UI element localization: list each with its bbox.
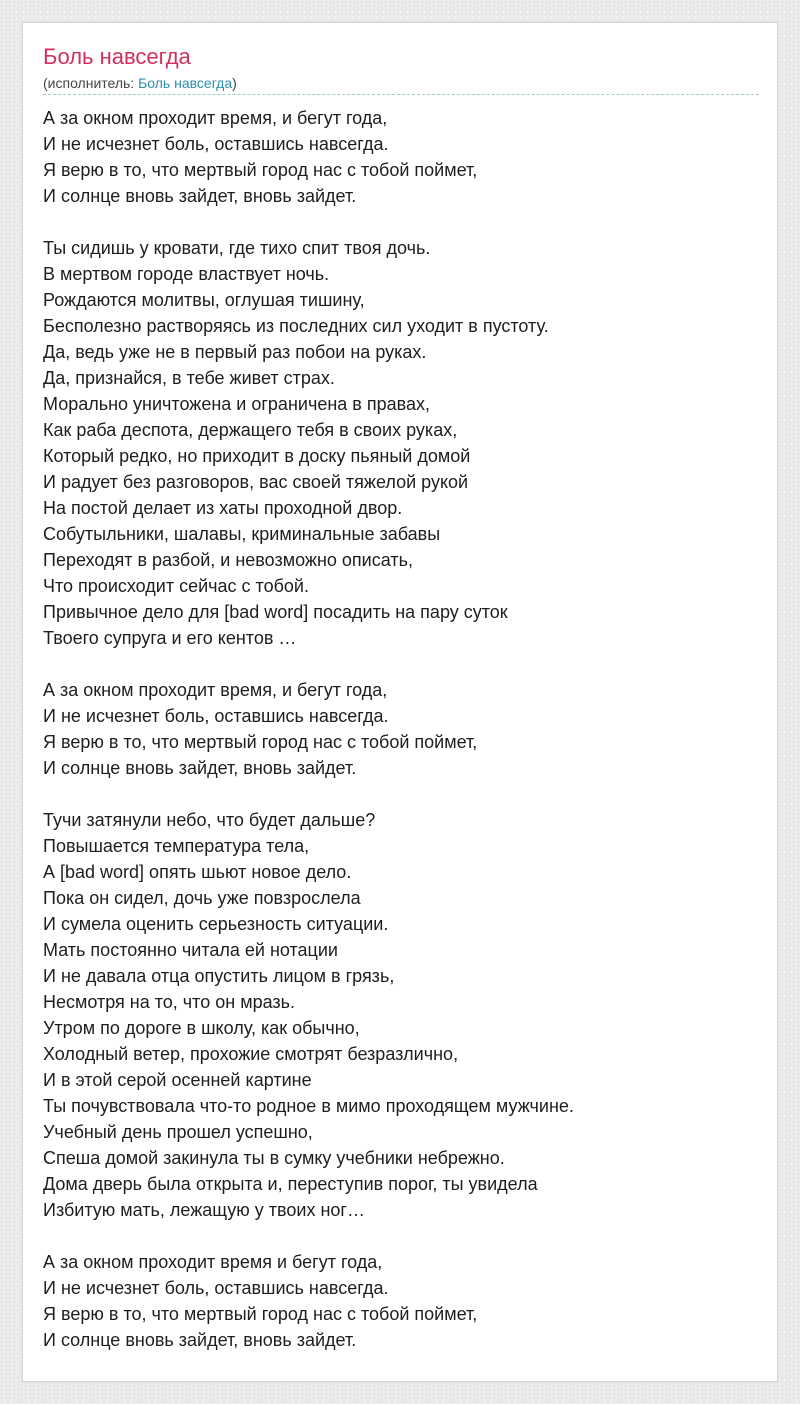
lyric-line: Бесполезно растворяясь из последних сил уходит в пустоту.	[43, 316, 549, 336]
title-divider	[43, 94, 759, 95]
lyric-line: Я верю в то, что мертвый город нас с тобой поймет,	[43, 732, 478, 752]
lyric-line: Холодный ветер, прохожие смотрят безразлично,	[43, 1044, 459, 1064]
lyric-line: Переходят в разбой, и невозможно описать,	[43, 550, 413, 570]
lyric-line: И солнце вновь зайдет, вновь зайдет.	[43, 1330, 357, 1350]
lyric-line: И не давала отца опустить лицом в грязь,	[43, 966, 395, 986]
lyric-line: Да, признайся, в тебе живет страх.	[43, 368, 335, 388]
artist-link[interactable]: Боль навсегда	[138, 75, 233, 91]
meta-close-paren: )	[232, 75, 237, 91]
lyric-line: А за окном проходит время, и бегут года,	[43, 680, 388, 700]
stanza-gap	[43, 1223, 759, 1249]
lyric-line: Ты сидишь у кровати, где тихо спит твоя дочь.	[43, 238, 431, 258]
lyric-line: Избитую мать, лежащую у твоих ног…	[43, 1200, 365, 1220]
lyric-line: Тучи затянули небо, что будет дальше?	[43, 810, 376, 830]
lyric-line: Спеша домой закинула ты в сумку учебники небрежно.	[43, 1148, 505, 1168]
lyric-line: И сумела оценить серьезность ситуации.	[43, 914, 389, 934]
lyric-line: На постой делает из хаты проходной двор.	[43, 498, 403, 518]
stanza-gap	[43, 781, 759, 807]
lyric-line: В мертвом городе властвует ночь.	[43, 264, 330, 284]
song-title: Боль навсегда	[43, 44, 191, 69]
lyric-line: И солнце вновь зайдет, вновь зайдет.	[43, 758, 357, 778]
lyric-line: Мать постоянно читала ей нотации	[43, 940, 338, 960]
artist-label: исполнитель:	[47, 75, 135, 91]
lyric-line: И не исчезнет боль, оставшись навсегда.	[43, 134, 389, 154]
lyric-line: И не исчезнет боль, оставшись навсегда.	[43, 1278, 389, 1298]
meta-open-paren: (	[43, 75, 48, 91]
lyrics-card	[22, 22, 778, 1382]
lyric-line: И солнце вновь зайдет, вновь зайдет.	[43, 186, 357, 206]
lyric-line: Я верю в то, что мертвый город нас с тобой поймет,	[43, 160, 478, 180]
lyric-line: Ты почувствовала что-то родное в мимо проходящем мужчине.	[43, 1096, 574, 1116]
lyric-line: Собутыльники, шалавы, криминальные забавы	[43, 524, 441, 544]
lyric-line: И не исчезнет боль, оставшись навсегда.	[43, 706, 389, 726]
lyric-line: А за окном проходит время, и бегут года,	[43, 108, 388, 128]
lyric-line: Рождаются молитвы, оглушая тишину,	[43, 290, 365, 310]
lyric-line: А за окном проходит время и бегут года,	[43, 1252, 383, 1272]
lyrics-text	[43, 105, 759, 1353]
lyric-line: А [bad word] опять шьют новое дело.	[43, 862, 352, 882]
lyric-line: Да, ведь уже не в первый раз побои на руках.	[43, 342, 427, 362]
lyric-line: Я верю в то, что мертвый город нас с тобой поймет,	[43, 1304, 478, 1324]
lyric-line: Морально уничтожена и ограничена в правах,	[43, 394, 430, 414]
lyric-line: Который редко, но приходит в доску пьяный домой	[43, 446, 471, 466]
stanza-gap	[43, 209, 759, 235]
lyric-line: И радует без разговоров, вас своей тяжелой рукой	[43, 472, 469, 492]
lyric-line: И в этой серой осенней картине	[43, 1070, 312, 1090]
lyric-line: Повышается температура тела,	[43, 836, 310, 856]
lyric-line: Как раба деспота, держащего тебя в своих руках,	[43, 420, 458, 440]
lyric-line: Несмотря на то, что он мразь.	[43, 992, 296, 1012]
lyric-line: Привычное дело для [bad word] посадить на пару суток	[43, 602, 508, 622]
lyric-line: Твоего супруга и его кентов …	[43, 628, 297, 648]
lyric-line: Что происходит сейчас с тобой.	[43, 576, 309, 596]
song-meta	[43, 74, 237, 92]
lyric-line: Дома дверь была открыта и, переступив порог, ты увидела	[43, 1174, 538, 1194]
lyric-line: Пока он сидел, дочь уже повзрослела	[43, 888, 361, 908]
lyric-line: Учебный день прошел успешно,	[43, 1122, 313, 1142]
stanza-gap	[43, 651, 759, 677]
lyric-line: Утром по дороге в школу, как обычно,	[43, 1018, 360, 1038]
